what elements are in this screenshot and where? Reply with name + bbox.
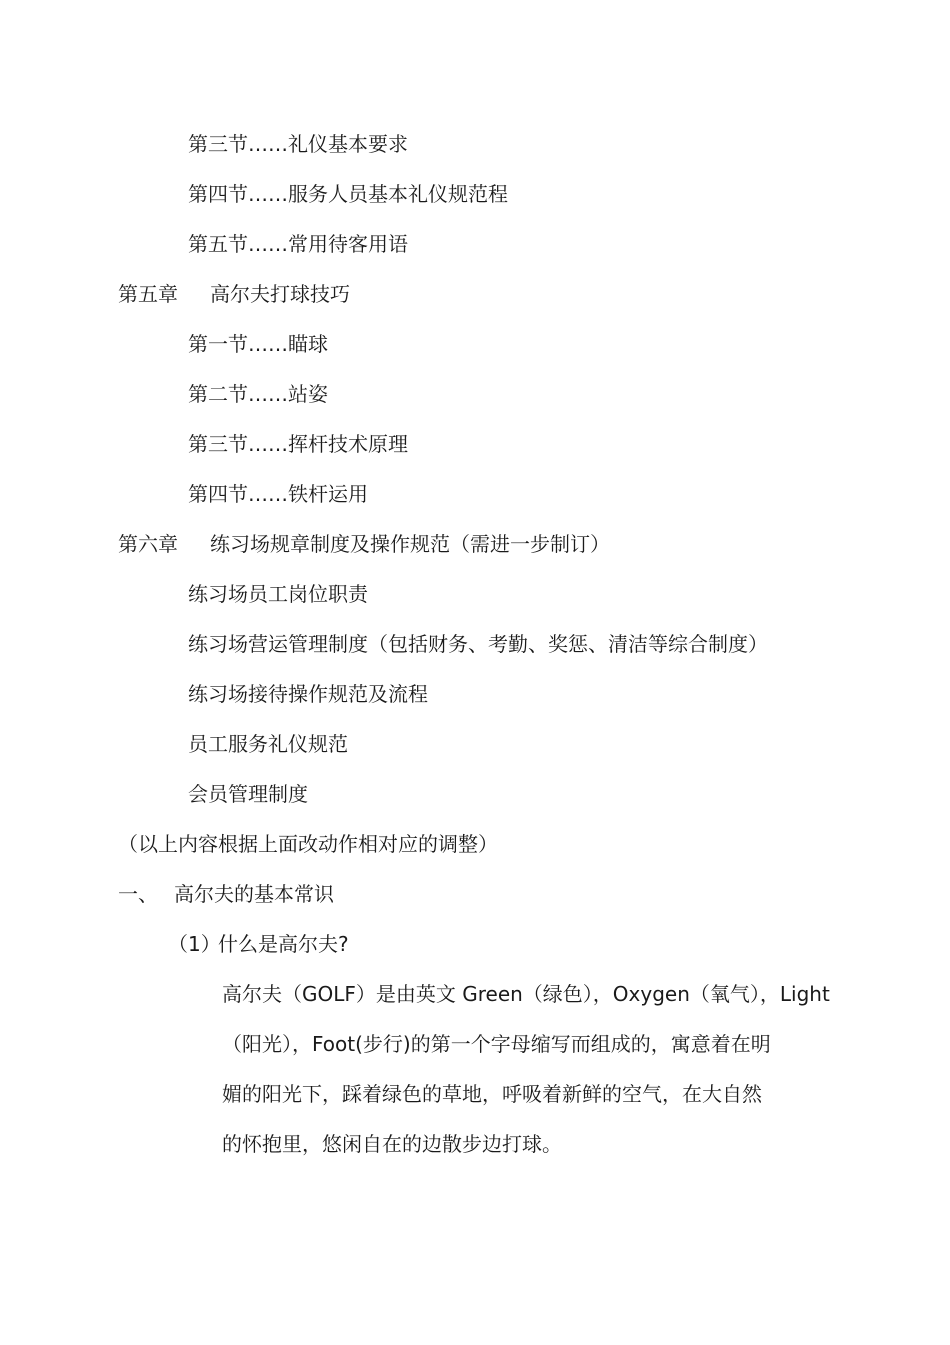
toc-ch6-item: 练习场员工岗位职责: [188, 582, 368, 606]
toc-ch4-section-5: 第五节……常用待客用语: [188, 232, 408, 256]
toc-ch6-item: 会员管理制度: [188, 782, 308, 806]
paragraph-line: 媚的阳光下，踩着绿色的草地，呼吸着新鲜的空气，在大自然: [222, 1082, 762, 1106]
chapter-number: 第六章: [118, 532, 178, 556]
chapter-title: 高尔夫打球技巧: [210, 282, 350, 306]
toc-ch4-section-4: 第四节……服务人员基本礼仪规范程: [188, 182, 508, 206]
toc-ch5-section-4: 第四节……铁杆运用: [188, 482, 368, 506]
toc-ch5-section-3: 第三节……挥杆技术原理: [188, 432, 408, 456]
chapter-number: 第五章: [118, 282, 178, 306]
subsection-title: 什么是高尔夫?: [218, 932, 349, 956]
paragraph-line: 高尔夫（GOLF）是由英文 Green（绿色），Oxygen（氧气），Light: [222, 982, 830, 1006]
subsection-number: （1）: [168, 932, 221, 956]
paragraph-line: 的怀抱里，悠闲自在的边散步边打球。: [222, 1132, 562, 1156]
paragraph-line: （阳光），Foot(步行)的第一个字母缩写而组成的，寓意着在明: [222, 1032, 771, 1056]
section-title: 高尔夫的基本常识: [174, 882, 334, 906]
toc-note: （以上内容根据上面改动作相对应的调整）: [118, 832, 498, 856]
toc-ch4-section-3: 第三节……礼仪基本要求: [188, 132, 408, 156]
toc-ch6-item: 练习场营运管理制度（包括财务、考勤、奖惩、清洁等综合制度）: [188, 632, 768, 656]
toc-ch6-item: 员工服务礼仪规范: [188, 732, 348, 756]
toc-chapter-5: [118, 280, 350, 308]
toc-ch6-item: 练习场接待操作规范及流程: [188, 682, 428, 706]
toc-chapter-6: [118, 530, 610, 558]
section-heading: [118, 880, 334, 908]
toc-ch5-section-1: 第一节……瞄球: [188, 332, 328, 356]
toc-ch5-section-2: 第二节……站姿: [188, 382, 328, 406]
subsection-heading: [168, 930, 349, 958]
section-number: 一、: [118, 882, 158, 906]
chapter-title: 练习场规章制度及操作规范（需进一步制订）: [210, 532, 610, 556]
